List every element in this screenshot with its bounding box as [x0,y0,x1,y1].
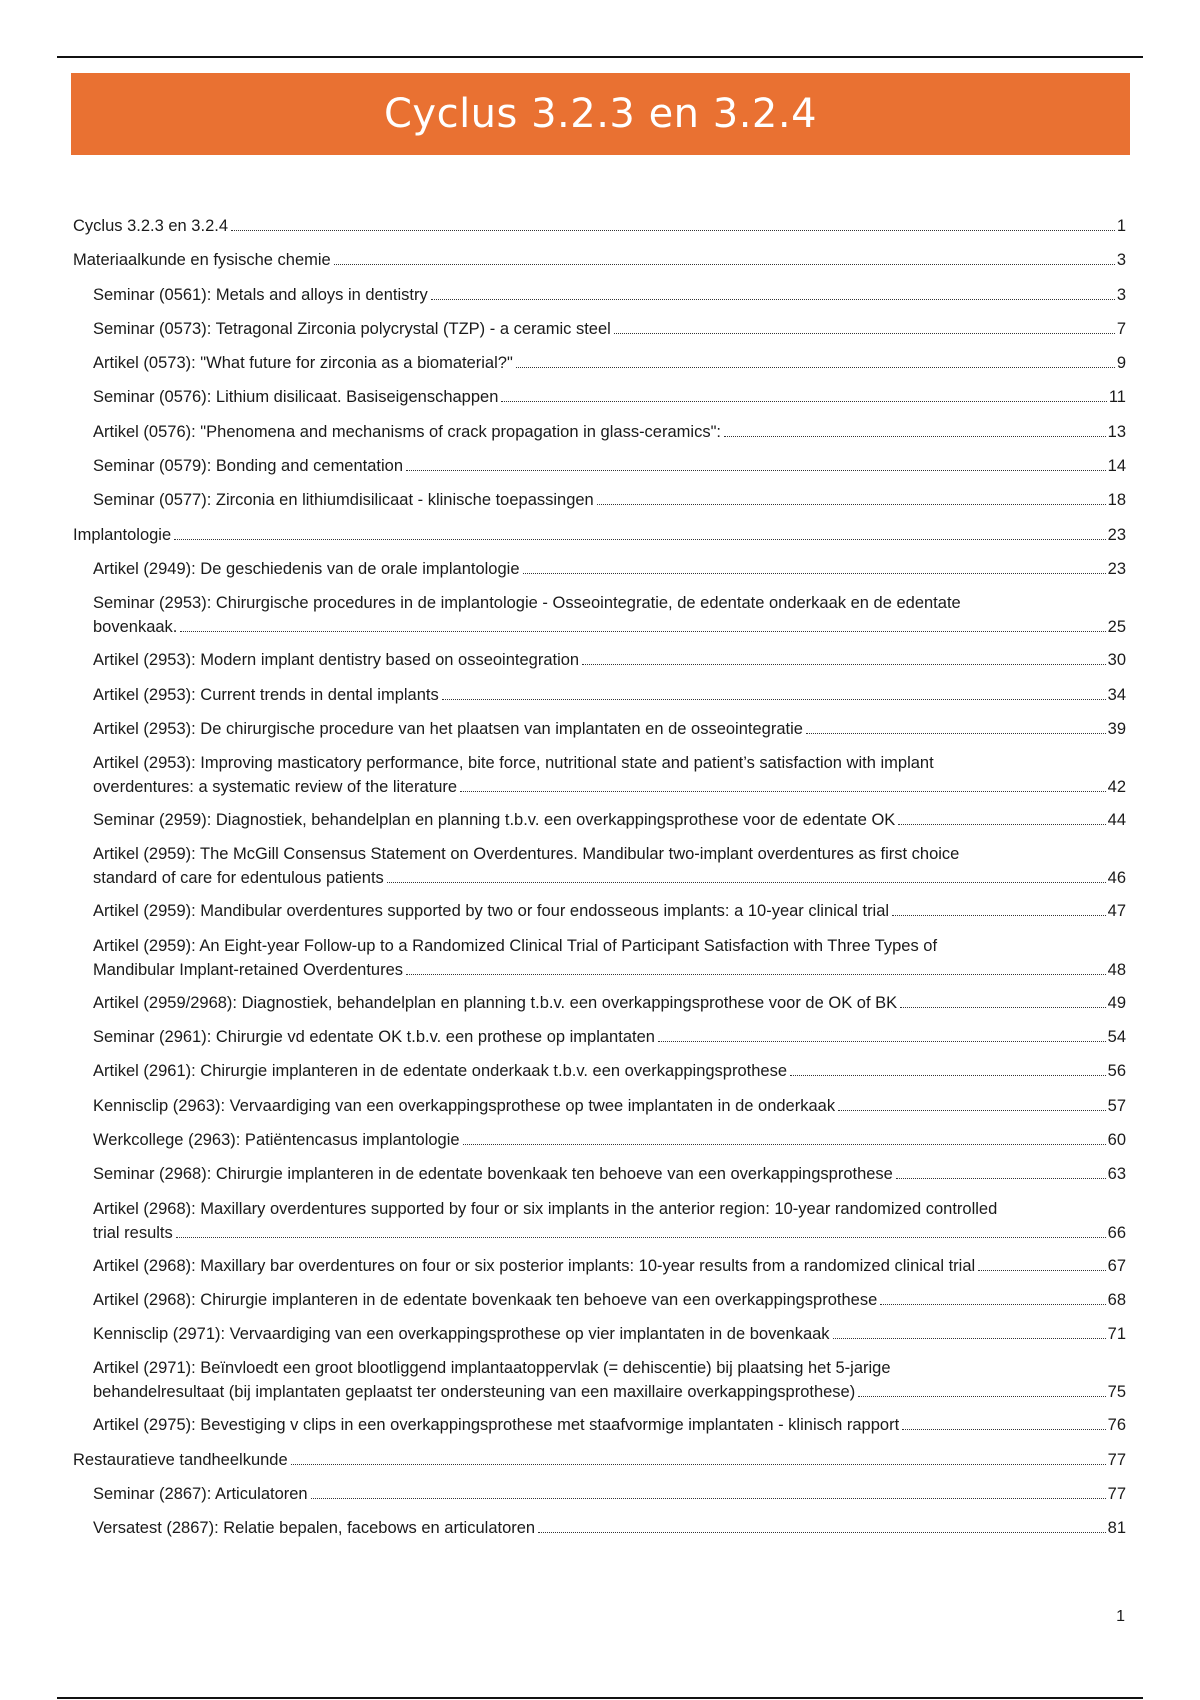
toc-entry-page: 66 [1107,1223,1126,1242]
toc-entry-page: 23 [1107,559,1126,578]
toc-dot-leader [176,1237,1106,1238]
toc-dot-leader [892,915,1106,916]
toc-entry-text: Seminar (0561): Metals and alloys in dentistry [93,285,428,304]
toc-dot-leader [806,733,1106,734]
toc-entry-text-line1: Artikel (2971): Beïnvloedt een groot blootliggend implantaatoppervlak (= dehiscentie) bij plaatsing het 5-jarige [93,1359,891,1378]
toc-entry[interactable] [73,1482,1126,1506]
toc-entry[interactable] [73,1128,1126,1152]
toc-entry-text: Kennisclip (2963): Vervaardiging van een overkappingsprothese op twee implantaten in de onderkaak [93,1096,836,1115]
toc-entry-page: 63 [1107,1165,1126,1184]
toc-entry-text: bovenkaak. [93,618,178,637]
toc-entry-page: 56 [1107,1062,1126,1081]
toc-entry[interactable] [73,991,1126,1015]
toc-dot-leader [658,1041,1106,1042]
toc-entry[interactable] [73,317,1126,341]
toc-entry-text: Materiaalkunde en fysische chemie [73,251,331,270]
toc-entry-page: 71 [1107,1325,1126,1344]
toc-entry-page: 68 [1107,1290,1126,1309]
toc-entry-page: 18 [1107,491,1126,510]
toc-entry-text-line1: Artikel (2953): Improving masticatory performance, bite force, nutritional state and patient’s satisfaction with implant [93,754,934,773]
toc-dot-leader [614,333,1115,334]
toc-entry-text: Restauratieve tandheelkunde [73,1450,288,1469]
toc-entry-page: 25 [1107,618,1126,637]
toc-dot-leader [442,699,1106,700]
toc-entry-page: 9 [1116,354,1126,373]
toc-entry-page: 76 [1107,1416,1126,1435]
toc-entry-page: 75 [1107,1383,1126,1402]
toc-entry-page: 30 [1107,651,1126,670]
toc-entry-page: 44 [1107,811,1126,830]
toc-entry-text: Seminar (2867): Articulatoren [93,1485,308,1504]
toc-dot-leader [460,791,1106,792]
toc-entry-page: 7 [1116,319,1126,338]
toc-entry-text: standard of care for edentulous patients [93,869,384,888]
toc-entry-text: Artikel (2959/2968): Diagnostiek, behandelplan en planning t.b.v. een overkappingsprothese voor de OK of BK [93,993,898,1012]
toc-dot-leader [833,1338,1106,1339]
toc-dot-leader [523,573,1106,574]
page-number: 1 [1116,1608,1125,1625]
toc-entry-text: Seminar (2968): Chirurgie implanteren in de edentate bovenkaak ten behoeve van een overkappingsprothese [93,1165,893,1184]
toc-entry[interactable] [73,751,1126,799]
toc-entry-text: Seminar (0577): Zirconia en lithiumdisilicaat - klinische toepassingen [93,491,594,510]
toc-entry-page: 42 [1107,778,1126,797]
toc-entry-text: Seminar (0573): Tetragonal Zirconia polycrystal (TZP) - a ceramic steel [93,319,611,338]
toc-dot-leader [790,1075,1106,1076]
toc-entry-text-line1: Artikel (2959): The McGill Consensus Statement on Overdentures. Mandibular two-implant overdentures as first choice [93,845,960,864]
toc-entry-text: overdentures: a systematic review of the literature [93,778,458,797]
toc-entry-page: 54 [1107,1028,1126,1047]
toc-entry[interactable] [73,1288,1126,1312]
toc-dot-leader [597,504,1106,505]
toc-dot-leader [900,1007,1106,1008]
toc-entry-text: Artikel (2961): Chirurgie implanteren in de edentate onderkaak t.b.v. een overkappingsprothese [93,1062,788,1081]
toc-entry[interactable] [73,523,1126,547]
toc-entry[interactable] [73,214,1126,238]
toc-entry-page: 34 [1107,685,1126,704]
toc-entry[interactable] [73,557,1126,581]
toc-entry[interactable] [73,385,1126,409]
toc-entry-page: 3 [1116,285,1126,304]
toc-dot-leader [291,1464,1106,1465]
toc-entry[interactable] [73,648,1126,672]
toc-entry[interactable] [73,351,1126,375]
toc-dot-leader [311,1498,1106,1499]
toc-entry[interactable] [73,1448,1126,1472]
toc-entry-page: 11 [1108,388,1126,407]
toc-dot-leader [582,664,1106,665]
toc-entry-page: 1 [1116,217,1126,235]
toc-entry-text-line1: Artikel (2968): Maxillary overdentures supported by four or six implants in the anterior region: 10-year randomized controlled [93,1199,998,1218]
toc-dot-leader [431,299,1115,300]
toc-dot-leader [978,1270,1105,1271]
toc-entry-page: 57 [1107,1096,1126,1115]
toc-dot-leader [902,1429,1105,1430]
toc-entry[interactable] [73,591,1126,639]
toc-entry-text: Werkcollege (2963): Patiëntencasus implantologie [93,1130,460,1149]
toc-entry-text: Kennisclip (2971): Vervaardiging van een overkappingsprothese op vier implantaten in de bovenkaak [93,1325,830,1344]
toc-dot-leader [231,230,1115,231]
toc-entry[interactable] [73,899,1126,923]
toc-entry[interactable] [73,1094,1126,1118]
toc-entry-text: Mandibular Implant-retained Overdentures [93,960,403,979]
toc-entry-page: 81 [1107,1519,1126,1538]
toc-dot-leader [538,1532,1106,1533]
toc-entry-text: Artikel (2968): Maxillary bar overdentures on four or six posterior implants: 10-year results from a randomized clinical trial [93,1256,976,1275]
toc-dot-leader [898,824,1105,825]
toc-entry-page: 77 [1107,1485,1126,1504]
toc-entry-page: 39 [1107,719,1126,738]
toc-entry-text: Artikel (0576): "Phenomena and mechanisms of crack propagation in glass-ceramics": [93,422,722,441]
toc-entry[interactable] [73,454,1126,478]
toc-entry[interactable] [73,1356,1126,1404]
toc-entry-text: Artikel (2959): Mandibular overdentures supported by two or four endosseous implants: a 10-year clinical trial [93,902,890,921]
toc-entry-page: 48 [1107,960,1126,979]
toc-entry[interactable] [73,934,1126,982]
toc-dot-leader [880,1304,1105,1305]
toc-entry[interactable] [73,248,1126,272]
toc-dot-leader [334,264,1115,265]
toc-entry-text: Artikel (2953): Modern implant dentistry based on osseointegration [93,651,580,670]
toc-entry[interactable] [73,842,1126,890]
toc-entry-text: Implantologie [73,525,172,544]
toc-entry-page: 23 [1107,525,1126,544]
toc-entry[interactable] [73,717,1126,741]
toc-entry[interactable] [73,1197,1126,1245]
toc-dot-leader [516,367,1115,368]
toc-entry[interactable] [73,1413,1126,1437]
toc-entry-page: 49 [1107,993,1126,1012]
toc-entry-text: Artikel (0573): "What future for zirconia as a biomaterial?" [93,354,513,373]
toc-entry[interactable] [73,1162,1126,1186]
toc-entry-text: Seminar (0576): Lithium disilicaat. Basiseigenschappen [93,388,499,407]
toc-entry-page: 67 [1107,1256,1126,1275]
toc-entry-text: Seminar (2961): Chirurgie vd edentate OK t.b.v. een prothese op implantaten [93,1028,655,1047]
toc-entry-text: Artikel (2953): De chirurgische procedure van het plaatsen van implantaten en de osseointegratie [93,719,803,738]
toc-entry-page: 13 [1107,422,1126,441]
toc-dot-leader [174,539,1105,540]
toc-entry-text: Cyclus 3.2.3 en 3.2.4 [73,217,229,235]
toc-entry[interactable] [73,283,1126,307]
toc-entry-page: 60 [1107,1130,1126,1149]
toc-entry[interactable] [73,1025,1126,1049]
toc-dot-leader [858,1396,1105,1397]
toc-entry[interactable] [73,1322,1126,1346]
toc-entry[interactable] [73,683,1126,707]
toc-dot-leader [406,974,1106,975]
title-banner [71,73,1130,155]
toc-entry-text: Artikel (2953): Current trends in dental implants [93,685,439,704]
top-rule [57,56,1143,58]
toc-entry[interactable] [73,1516,1126,1540]
toc-entry-page: 46 [1107,869,1126,888]
toc-dot-leader [501,401,1106,402]
toc-entry-text: behandelresultaat (bij implantaten geplaatst ter ondersteuning van een maxillaire overkappingsprothese) [93,1383,856,1402]
document-title: Cyclus 3.2.3 en 3.2.4 [383,91,818,137]
toc-dot-leader [724,436,1106,437]
toc-dot-leader [406,470,1106,471]
toc-entry-text-line1: Seminar (2953): Chirurgische procedures in de implantologie - Osseointegratie, de edentate onderkaak en de edentate [93,594,961,613]
toc-entry[interactable] [73,488,1126,512]
toc-dot-leader [180,631,1105,632]
toc-entry[interactable] [73,1059,1126,1083]
toc-entry-text: Seminar (0579): Bonding and cementation [93,457,404,476]
toc-entry-text: Versatest (2867): Relatie bepalen, facebows en articulatoren [93,1519,536,1538]
toc-entry-page: 3 [1116,251,1126,270]
toc-dot-leader [463,1144,1106,1145]
bottom-rule [57,1697,1143,1699]
toc-dot-leader [838,1110,1106,1111]
toc-entry-text: Seminar (2959): Diagnostiek, behandelplan en planning t.b.v. een overkappingsprothese voor de edentate OK [93,811,896,830]
toc-dot-leader [387,882,1106,883]
toc-entry[interactable] [73,1254,1126,1278]
toc-entry[interactable] [73,420,1126,444]
toc-entry-text-line1: Artikel (2959): An Eight-year Follow-up to a Randomized Clinical Trial of Participant Satisfaction with Three Types of [93,936,938,955]
toc-entry-text: Artikel (2975): Bevestiging v clips in een overkappingsprothese met staafvormige implantaten - klinisch rapport [93,1416,900,1435]
toc-entry-text: Artikel (2968): Chirurgie implanteren in de edentate bovenkaak ten behoeve van een overkappingsprothese [93,1290,878,1309]
toc-entry-page: 47 [1107,902,1126,921]
toc-entry-text: Artikel (2949): De geschiedenis van de orale implantologie [93,559,520,578]
toc-entry-text: trial results [93,1223,173,1242]
toc-entry[interactable] [73,808,1126,832]
toc-entry-page: 77 [1107,1450,1126,1469]
toc-entry-page: 14 [1107,457,1126,476]
table-of-contents [73,214,1126,1551]
toc-dot-leader [896,1178,1106,1179]
